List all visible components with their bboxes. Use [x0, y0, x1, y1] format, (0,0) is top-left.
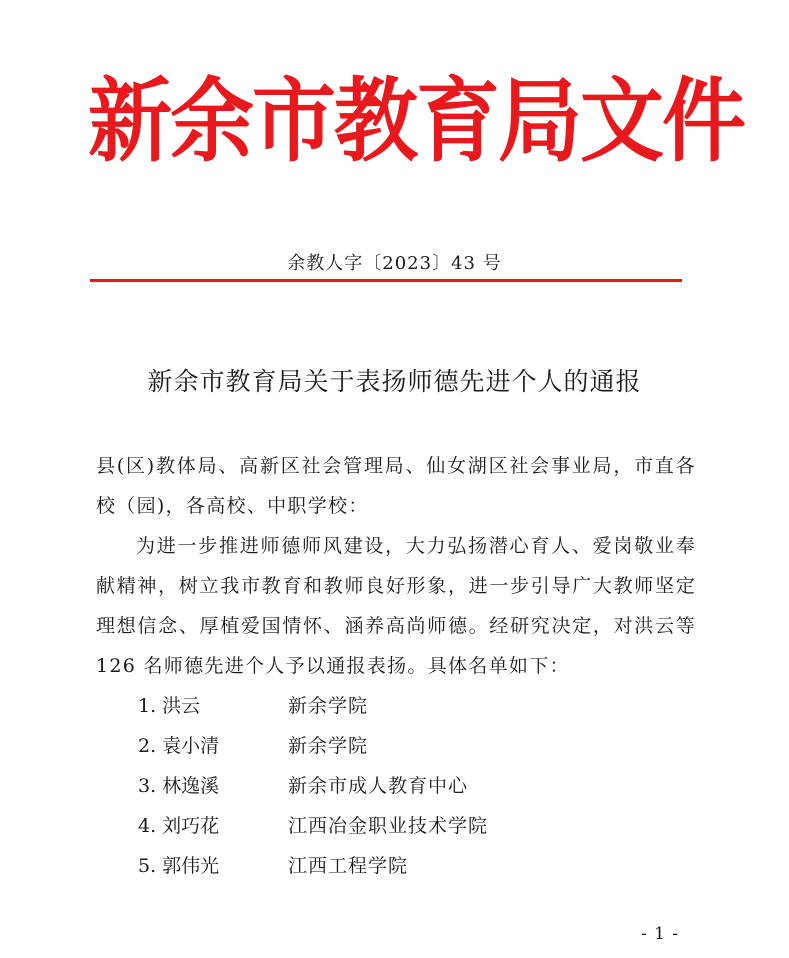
honoree-row — [138, 726, 658, 766]
honoree-name: 1. 洪云 — [138, 695, 201, 717]
honoree-row — [138, 686, 658, 726]
honoree-name: 5. 郭伟光 — [138, 855, 220, 877]
document-number: 余教人字〔2023〕43 号 — [287, 253, 502, 274]
honoree-name: 4. 刘巧花 — [138, 815, 220, 837]
honoree-unit: 新余学院 — [288, 695, 369, 717]
honoree-unit: 江西工程学院 — [288, 855, 409, 877]
document-title: 新余市教育局关于表扬师德先进个人的通报 — [147, 367, 642, 396]
recipients-paragraph: 县(区)教体局、高新区社会管理局、仙女湖区社会事业局，市直各校（园)，各高校、中职学校： — [96, 455, 696, 517]
honoree-unit: 新余市成人教育中心 — [288, 775, 469, 797]
honoree-unit: 新余学院 — [288, 735, 369, 757]
honoree-name: 2. 袁小清 — [138, 735, 220, 757]
honoree-row — [138, 846, 658, 886]
honoree-unit: 江西冶金职业技术学院 — [288, 815, 489, 837]
intro-paragraph: 为进一步推进师德师风建设，大力弘扬潜心育人、爱岗敬业奉献精神，树立我市教育和教师良好形象，进一步引导广大教师坚定理想信念、厚植爱国情怀、涵养高尚师德。经研究决定，对洪云等 126 名师德先进个人予以通报表扬。具体名单如下： — [96, 535, 696, 677]
honoree-row — [138, 766, 658, 806]
page-number: - 1 - — [640, 924, 680, 944]
honoree-list — [138, 686, 658, 886]
red-divider-line — [90, 279, 682, 282]
honoree-name: 3. 林逸溪 — [138, 775, 220, 797]
honoree-row — [138, 806, 658, 846]
document-header-title: 新余市教育局文件 — [88, 68, 745, 175]
